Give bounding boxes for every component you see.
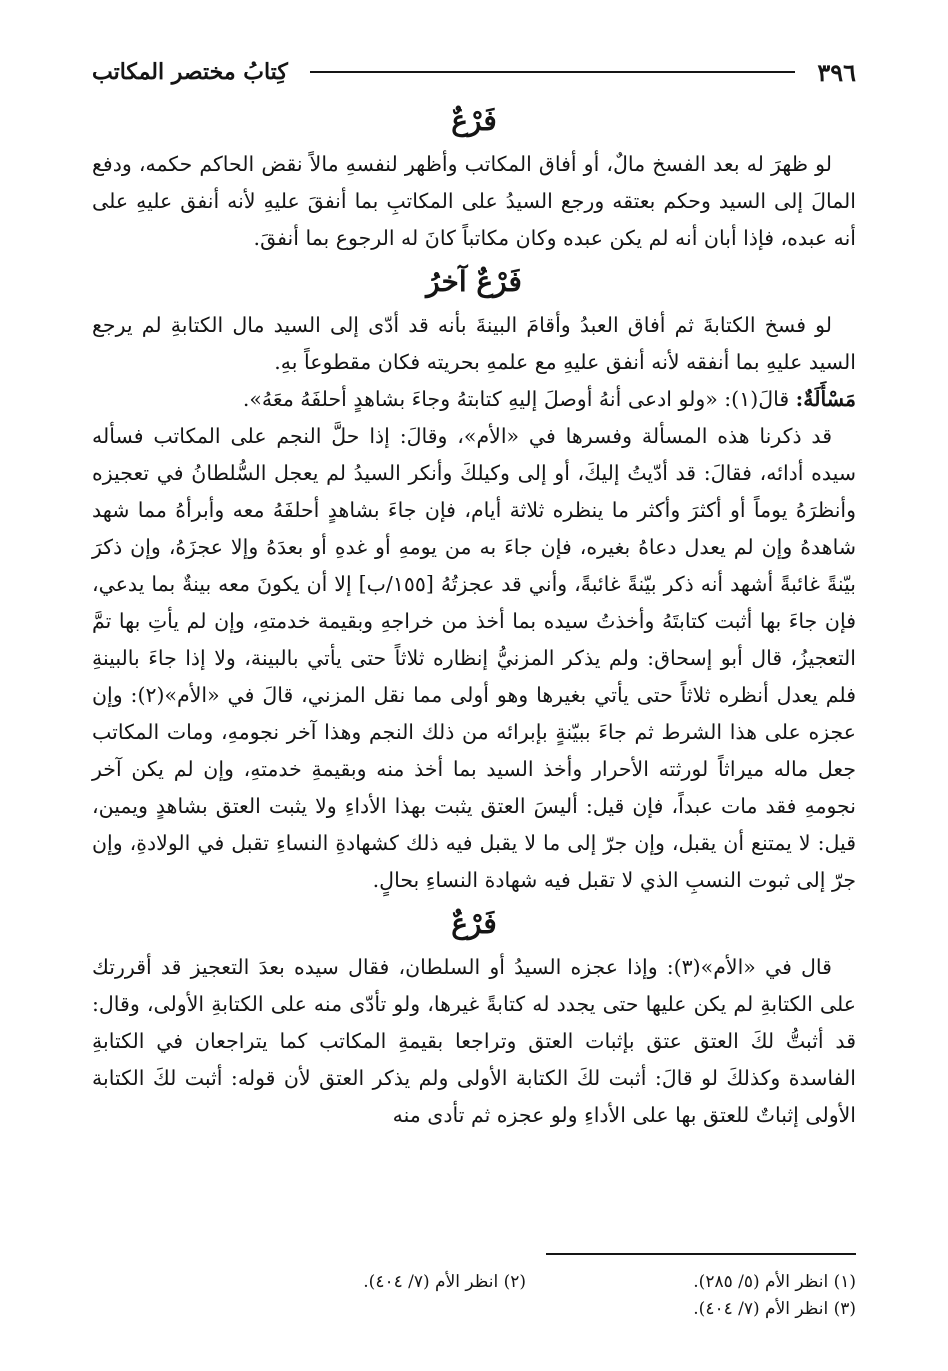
paragraph: لو فسخ الكتابةَ ثم أفاق العبدُ وأقامَ البينةَ بأنه قد أدّى إلى السيد مال الكتابةِ لم يرجع السيد عليهِ بما أنفقه لأنه أنفق عليهِ مع علمهِ بحريته فكان مقطوعاً بهِ.: [92, 313, 856, 374]
paragraph: لو ظهرَ له بعد الفسخ مالٌ، أو أفاق المكاتب وأظهر لنفسهِ مالاً نقض الحاكم حكمه، ودفع المالَ إلى السيد وحكم بعتقه ورجع السيدُ على المكاتبِ بما أنفقَ عليهِ لأنه أنفق عليهِ على أنه عبده، فإذا أبان أنه لم يكن عبده وكان مكاتباً كانَ له الرجوع بما أنفقَ.: [92, 152, 856, 250]
footnote-line: [92, 1269, 856, 1296]
paragraph: قد ذكرنا هذه المسألة وفسرها في «الأم»، وقالَ: إذا حلَّ النجم على المكاتب فسأله سيده أدائه، فقالَ: قد أدّيتُ إليكَ، أو إلى وكيلكَ وأنكر السيدُ لم يعجل السُّلطانُ في تعجيزه وأنظرَهُ يوماً أو أكثرَ وأكثر ما ينظره ثلاثة أيام، فإن جاءَ بشاهدٍ أحلفَهُ معه وأبرأهُ مما شهد شاهدهُ وإن لم يعدل دعاهُ بغيره، فإن جاءَ به من يومهِ أو غدهِ أو بعدَهُ وإلا عجزَهُ، وإن ذكرَ بيّنةً غائبةً أشهد أنه ذكر بيّنةً غائبةً، وأني قد عجزتُهُ [١٥٥/ب] إلا أن يكونَ معه بينةٌ بما يدعي، فإن جاءَ بها أثبت كتابتَهُ وأخذتُ سيده بما أخذ من خراجهِ وبقيمة خدمتهِ، وإن لم يأتِ بها تمَّ التعجيزُ، قال أبو إسحاق: ولم يذكر المزنيُّ إنظاره ثلاثاً حتى يأتي بالبينة، ولا إذا جاءَ بالبينةِ فلم يعدل أنظره ثلاثاً حتى يأتي بغيرها وهو أولى مما نقل المزني، قالَ في «الأم»(٢): وإن عجزه على هذا الشرط ثم جاءَ ببيّنةٍ بإبرائه من ذلك النجم وهذا آخر نجومهِ، ومات المكاتب جعل ماله ميراثاً لورثته الأحرار وأخذ السيد بما أخذ منه وبقيمةِ خدمتهِ، وإن لم يكن آخر نجومهِ فقد مات عبداً، فإن قيل: أليسَ العتق يثبت بهذا الأداءِ ولا يثبت العتق بشاهدٍ ويمين، قيل: لا يمتنع أن يقبل، وإن جرّ إلى ما لا يقبل فيه ذلك كشهادةِ النساءِ تقبل في الولادةِ، وإن جرّ إلى ثبوت النسبِ الذي لا تقبل فيه شهادة النساءِ بحالٍ.: [92, 424, 856, 892]
section-heading-far-2: فَرْعٌ: [451, 907, 497, 940]
main-text: [92, 96, 856, 1134]
footnote-2: (٢) انظر الأم (٧/ ٤٠٤).: [363, 1272, 526, 1292]
masala-text: قالَ(١): «ولو ادعى أنهُ أوصلَ إليهِ كتابتهُ وجاءَ بشاهدٍ أحلفَهُ معَهُ».: [242, 387, 796, 411]
footnote-rule: [546, 1253, 856, 1255]
footnote-1: (١) انظر الأم (٥/ ٢٨٥).: [693, 1272, 856, 1292]
page-number: ٣٩٦: [817, 57, 856, 87]
footnote-3: (٣) انظر الأم (٧/ ٤٠٤).: [693, 1299, 856, 1319]
masala-paragraph: [92, 381, 856, 418]
footnotes: [92, 1253, 856, 1323]
section-heading-far-akhar: فَرْعٌ آخرُ: [426, 265, 522, 298]
running-header: [92, 54, 856, 90]
masala-term: مَسْأَلَةٌ:: [795, 387, 856, 411]
paragraph: قال في «الأم»(٣): وإذا عجزه السيدُ أو السلطان، فقال سيده بعدَ التعجيز قد أقررتك على الكتابةِ لم يكن عليها حتى يجدد له كتابةً غيرها، ولو تأدّى منه على الكتابةِ الأولى، وقال: قد أثبتُّ لكَ العتق عتق بإثبات العتق وتراجعا بقيمةِ المكاتب كما يتراجعان في الكتابةِ الفاسدة وكذلكَ لو قالَ: أثبت لكَ الكتابة الأولى ولم يذكر العتق لأن قوله: أثبت لكَ الكتابة الأولى إثباتٌ للعتق بها على الأداءِ ولو عجزه ثم تأدى منه: [92, 955, 856, 1127]
header-rule: [310, 71, 796, 73]
footnote-line: [92, 1296, 856, 1323]
book-title: كِتابُ مختصر المكاتب: [92, 59, 288, 85]
section-heading-far: فَرْعٌ: [451, 104, 497, 137]
